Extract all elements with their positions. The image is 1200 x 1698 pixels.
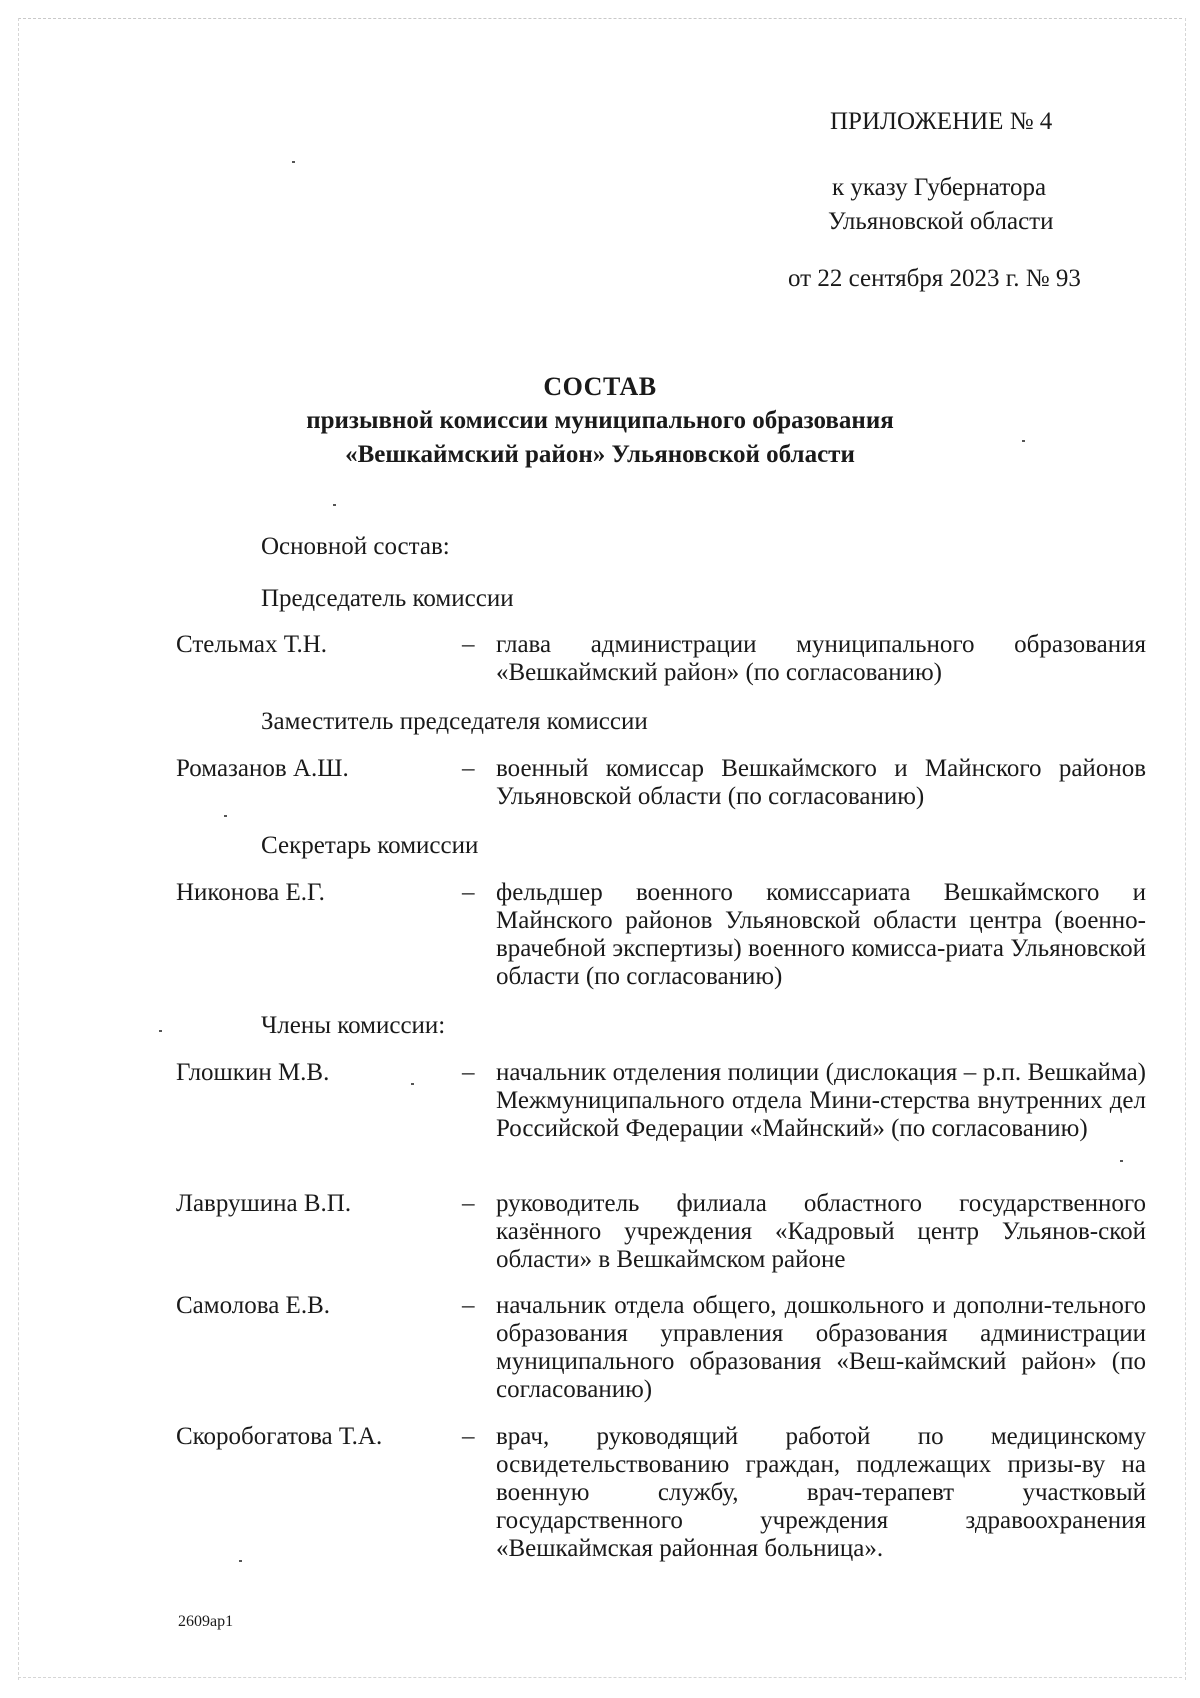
scan-edge-top	[18, 18, 1182, 19]
section-chairman: Председатель комиссии	[261, 585, 514, 612]
member-dash: –	[462, 1423, 475, 1450]
member-role: глава администрации муниципального образования «Вешкаймский район» (по согласованию)	[496, 631, 1146, 686]
member-name: Стельмах Т.Н.	[176, 631, 328, 658]
member-role: руководитель филиала областного государственного казённого учреждения «Кадровый центр Ульянов-ской области» в Вешкаймском районе	[496, 1190, 1146, 1273]
member-name: Скоробогатова Т.А.	[176, 1423, 383, 1450]
decree-reference-line2: Ульяновской области	[828, 208, 1054, 235]
member-name: Глошкин М.В.	[176, 1059, 330, 1086]
member-role: врач, руководящий работой по медицинскому освидетельствованию граждан, подлежащих призы-ву на военную службу, врач-терапевт участковый государственного учреждения здравоохранения «Вешкаймская районная больница».	[496, 1423, 1146, 1562]
scan-speck	[1022, 440, 1025, 442]
scan-speck	[1120, 1160, 1123, 1162]
member-dash: –	[462, 1190, 475, 1217]
member-name: Ромазанов А.Ш.	[176, 755, 349, 782]
document-title: СОСТАВ	[543, 372, 657, 401]
member-dash: –	[462, 631, 475, 658]
scan-speck	[333, 504, 336, 506]
scan-speck	[224, 815, 227, 817]
document-code: 2609ар1	[178, 1613, 234, 1630]
member-name: Лаврушина В.П.	[176, 1190, 352, 1217]
member-dash: –	[462, 1292, 475, 1319]
member-name: Никонова Е.Г.	[176, 879, 325, 906]
member-role: военный комиссар Вешкаймского и Майнского районов Ульяновской области (по согласованию)	[496, 755, 1146, 810]
scan-edge-left	[18, 18, 19, 1680]
member-role: начальник отделения полиции (дислокация – р.п. Вешкайма) Межмуниципального отдела Мини-стерства внутренних дел Российской Федерации «Майнский» (по согласованию)	[496, 1059, 1146, 1142]
section-secretary: Секретарь комиссии	[261, 832, 479, 859]
section-main-composition: Основной состав:	[261, 533, 450, 560]
member-role: фельдшер военного комиссариата Вешкаймского и Майнского районов Ульяновской области центра (военно-врачебной экспертизы) военного комисса-риата Ульяновской области (по согласованию)	[496, 879, 1146, 990]
document-subtitle-line1: призывной комиссии муниципального образования	[306, 407, 894, 434]
section-members: Члены комиссии:	[261, 1012, 446, 1039]
member-dash: –	[462, 879, 475, 906]
scan-speck	[239, 1560, 242, 1562]
member-dash: –	[462, 755, 475, 782]
scan-speck	[292, 161, 295, 163]
scan-speck	[159, 1030, 162, 1032]
scan-speck	[411, 1083, 414, 1085]
decree-reference-line1: к указу Губернатора	[832, 174, 1047, 201]
decree-date: от 22 сентября 2023 г. № 93	[788, 265, 1081, 292]
member-dash: –	[462, 1059, 475, 1086]
scan-edge-bottom	[18, 1677, 1182, 1678]
scan-edge-right	[1185, 18, 1186, 1680]
member-role: начальник отдела общего, дошкольного и дополни-тельного образования управления образования администрации муниципального образования «Веш-каймский район» (по согласованию)	[496, 1292, 1146, 1403]
annex-number: ПРИЛОЖЕНИЕ № 4	[830, 108, 1053, 135]
section-deputy: Заместитель председателя комиссии	[261, 708, 648, 735]
member-name: Самолова Е.В.	[176, 1292, 331, 1319]
document-subtitle-line2: «Вешкаймский район» Ульяновской области	[345, 441, 855, 468]
